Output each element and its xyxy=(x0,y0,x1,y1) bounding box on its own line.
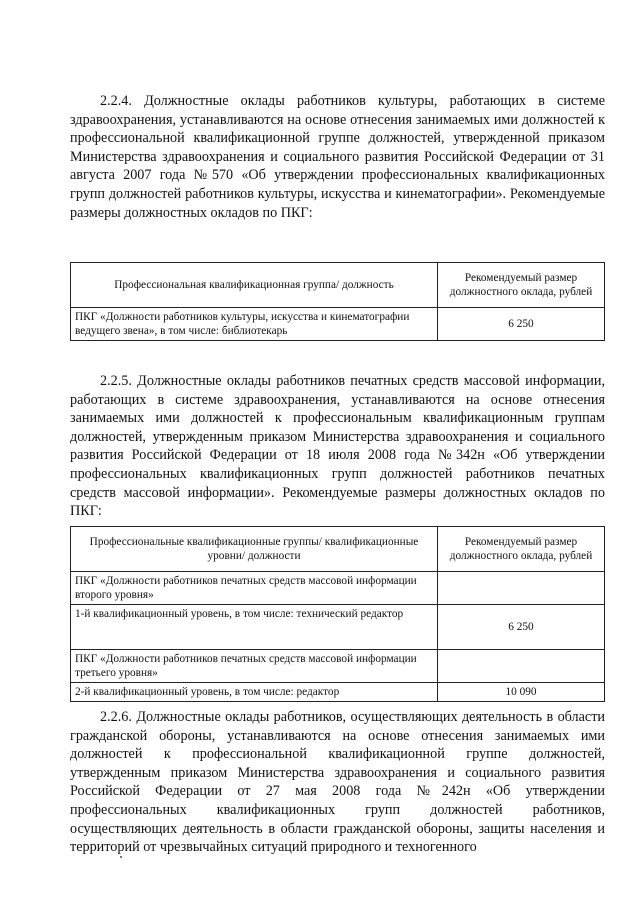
row-name: ПКГ «Должности работников печатных средств массовой информации третьего уровня» xyxy=(71,650,438,683)
row-value: 6 250 xyxy=(438,605,605,650)
table-header-row xyxy=(71,527,605,572)
row-name: ПКГ «Должности работников печатных средств массовой информации второго уровня» xyxy=(71,572,438,605)
paragraph-text: 2.2.6. Должностные оклады работников, осуществляющих деятельность в области гражданской обороны, устанавливаются на основе отнесения занимаемых ими должностей к профессиональной квалификационной группе должностей, утвержденным приказом Министерства здравоохранения и социального развития Российской Федерации от 27 мая 2008 года №242н «Об утверждении профессиональных квалификационных групп должностей работников, осуществляющих деятельность в области гражданской обороны, защиты населения и территорий от чрезвычайных ситуаций природного и техногенного xyxy=(70,709,605,856)
table-culture-salaries xyxy=(70,262,605,341)
column-header-salary: Рекомендуемый размер должностного оклада, рублей xyxy=(438,263,605,308)
row-name: 1-й квалификационный уровень, в том числе: технический редактор xyxy=(71,605,438,650)
row-value: 6 250 xyxy=(438,308,605,341)
column-header-group: Профессиональная квалификационная группа/ должность xyxy=(71,263,438,308)
paragraph-text: 2.2.4. Должностные оклады работников культуры, работающих в системе здравоохранения, устанавливаются на основе отнесения занимаемых ими должностей к профессиональной квалификационной группе должностей, утвержденной приказом Министерства здравоохранения и социального развития Российской Федерации от 31 августа 2007 года №570 «Об утверждении профессиональных квалификационных групп должностей работников культуры, искусства и кинематографии». Рекомендуемые размеры должностных окладов по ПКГ: xyxy=(70,93,605,221)
row-value xyxy=(438,650,605,683)
table-header-row xyxy=(71,263,605,308)
row-name: ПКГ «Должности работников культуры, искусства и кинематографии ведущего звена», в том числе: библиотекарь xyxy=(71,308,438,341)
table-row xyxy=(71,308,605,341)
paragraph-text: 2.2.5. Должностные оклады работников печатных средств массовой информации, работающих в системе здравоохранения, устанавливаются на основе отнесения занимаемых ими должностей к профессиональным квалификационным группам должностей, утвержденным приказом Министерства здравоохранения и социального развития Российской Федерации от 18 июля 2008 года №342н «Об утверждении профессиональных квалификационных групп должностей работников печатных средств массовой информации». Рекомендуемые размеры должностных окладов по ПКГ: xyxy=(70,373,605,520)
column-header-salary: Рекомендуемый размер должностного оклада, рублей xyxy=(438,527,605,572)
table-media-salaries xyxy=(70,526,605,702)
paragraph-2-2-5 xyxy=(70,372,605,521)
column-header-group: Профессиональные квалификационные группы/ квалификационные уровни/ должности xyxy=(71,527,438,572)
table-row xyxy=(71,605,605,650)
table-row xyxy=(71,572,605,605)
row-value: 10 090 xyxy=(438,683,605,702)
table-row xyxy=(71,683,605,702)
table-row xyxy=(71,650,605,683)
paragraph-2-2-4 xyxy=(70,92,605,222)
scan-speck xyxy=(120,856,122,858)
row-value xyxy=(438,572,605,605)
row-name: 2-й квалификационный уровень, в том числе: редактор xyxy=(71,683,438,702)
paragraph-2-2-6 xyxy=(70,708,605,857)
